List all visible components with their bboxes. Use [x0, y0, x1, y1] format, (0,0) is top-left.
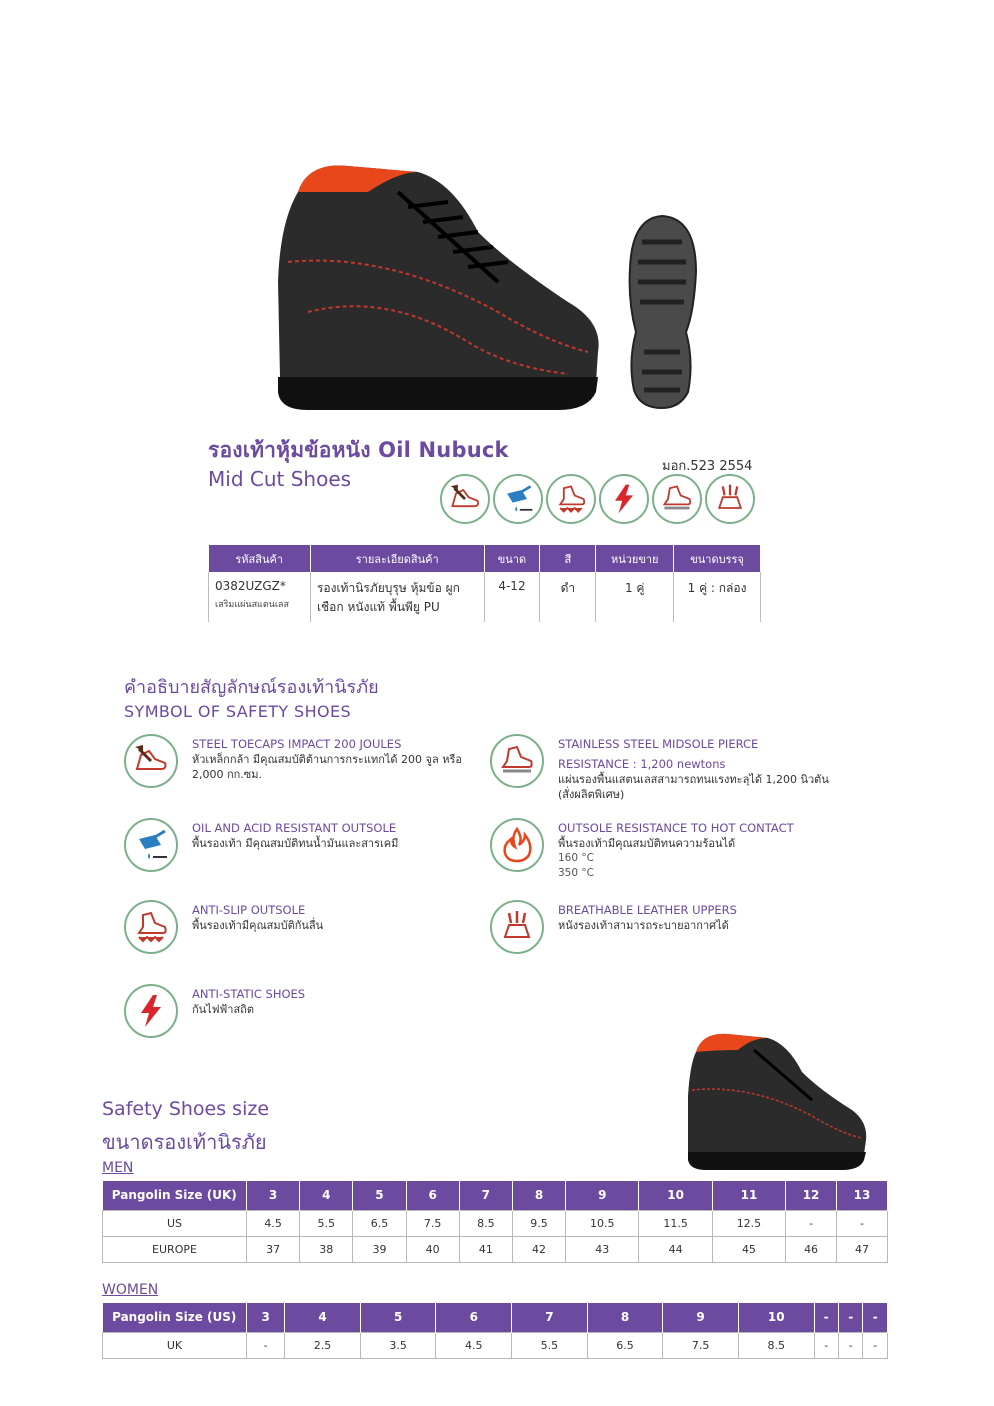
size-col: 3 [247, 1303, 285, 1332]
size-cell: - [838, 1332, 862, 1358]
men-label: MEN [102, 1160, 134, 1176]
symbol-description: พื้นรองเท้ามีคุณสมบัติกันลื่น [192, 919, 324, 932]
size-cell: - [814, 1332, 838, 1358]
size-cell: - [863, 1332, 888, 1358]
size-col: 10 [738, 1303, 814, 1332]
cell-color: ดำ [540, 572, 596, 622]
size-cell: 7.5 [406, 1210, 459, 1236]
size-col: 7 [459, 1181, 512, 1210]
symbol-title: STAINLESS STEEL MIDSOLE PIERCE [558, 737, 759, 751]
product-spec-table [208, 545, 761, 622]
symbol-item [490, 900, 850, 954]
size-cell: 43 [566, 1236, 639, 1262]
size-col: 7 [512, 1303, 588, 1332]
symbol-section-title-english: SYMBOL OF SAFETY SHOES [124, 702, 352, 721]
size-cell: 9.5 [512, 1210, 565, 1236]
women-size-table [102, 1303, 888, 1359]
size-cell: 8.5 [738, 1332, 814, 1358]
symbol-item [124, 734, 484, 788]
row-label: EUROPE [103, 1236, 247, 1262]
midsole-icon [490, 734, 544, 788]
size-cell: 3.5 [360, 1332, 436, 1358]
midsole-icon [652, 474, 702, 524]
symbol-item [490, 818, 850, 881]
size-cell: 45 [712, 1236, 785, 1262]
cell-pack: 1 คู่ : กล่อง [674, 572, 761, 622]
size-cell: - [786, 1210, 837, 1236]
size-cell: 4.5 [436, 1332, 512, 1358]
symbol-description: กันไฟฟ้าสถิต [192, 1003, 254, 1016]
row-label: UK [103, 1332, 247, 1358]
size-cell: 10.5 [566, 1210, 639, 1236]
steel-toe-icon [440, 474, 490, 524]
product-code-note: เสริมแผ่นสแตนเลส [215, 600, 289, 610]
symbol-description: หนังรองเท้าสามารถระบายอากาศได้ [558, 919, 729, 932]
symbol-title: OUTSOLE RESISTANCE TO HOT CONTACT [558, 821, 794, 835]
size-cell: 37 [247, 1236, 300, 1262]
product-code: 0382UZGZ* [215, 579, 286, 593]
size-cell: 7.5 [663, 1332, 739, 1358]
size-cell: 6.5 [587, 1332, 663, 1358]
boot-side-image [682, 1024, 870, 1172]
symbol-description: พื้นรองเท้า มีคุณสมบัติทนน้ำมันและสารเคมี [192, 837, 399, 850]
boot-product-image [268, 152, 604, 414]
product-title-english: Mid Cut Shoes [208, 467, 352, 491]
cell-description: รองเท้านิรภัยบุรุษ หุ้มข้อ ผูกเชือก หนังแท้ พื้นพียู PU [310, 572, 484, 622]
size-cell: 47 [837, 1236, 888, 1262]
size-col: 8 [512, 1181, 565, 1210]
breathable-icon [705, 474, 755, 524]
symbol-title: ANTI-STATIC SHOES [192, 987, 306, 1001]
size-cell: - [247, 1332, 285, 1358]
size-cell: 12.5 [712, 1210, 785, 1236]
anti-slip-icon [546, 474, 596, 524]
feature-icon-row [440, 474, 755, 524]
men-header-label: Pangolin Size (UK) [103, 1181, 247, 1210]
table-row [103, 1210, 888, 1236]
size-cell: - [837, 1210, 888, 1236]
size-col: - [863, 1303, 888, 1332]
symbol-description: พื้นรองเท้ามีคุณสมบัติทนความร้อนได้ [558, 837, 736, 850]
symbol-title: OIL AND ACID RESISTANT OUTSOLE [192, 821, 397, 835]
size-cell: 46 [786, 1236, 837, 1262]
col-header-size: ขนาด [484, 545, 540, 572]
women-header-row [103, 1303, 888, 1332]
symbol-title-line2: RESISTANCE : 1,200 newtons [558, 757, 726, 771]
size-cell: 8.5 [459, 1210, 512, 1236]
symbol-item [124, 984, 484, 1038]
women-label: WOMEN [102, 1282, 159, 1298]
symbol-section-title-thai: คำอธิบายสัญลักษณ์รองเท้านิรภัย [124, 677, 379, 698]
symbol-description: หัวเหล็กกล้า มีคุณสมบัติต้านการกระแทกได้ 200 จูล หรือ 2,000 กก.ซม. [192, 753, 462, 781]
size-cell: 41 [459, 1236, 512, 1262]
size-cell: 38 [300, 1236, 353, 1262]
size-cell: 42 [512, 1236, 565, 1262]
symbol-title: BREATHABLE LEATHER UPPERS [558, 903, 737, 917]
oil-resistant-icon [124, 818, 178, 872]
size-col: 13 [837, 1181, 888, 1210]
size-col: 6 [436, 1303, 512, 1332]
oil-resistant-icon [493, 474, 543, 524]
size-col: 8 [587, 1303, 663, 1332]
product-title-thai: รองเท้าหุ้มข้อหนัง Oil Nubuck [208, 438, 509, 462]
symbol-item [124, 818, 484, 872]
size-cell: 11.5 [639, 1210, 712, 1236]
row-label: US [103, 1210, 247, 1236]
col-header-description: รายละเอียดสินค้า [310, 545, 484, 572]
size-cell: 6.5 [353, 1210, 406, 1236]
standard-code: มอก.523 2554 [662, 459, 753, 474]
symbol-item [490, 734, 850, 802]
cell-code [209, 572, 311, 622]
size-col: 5 [360, 1303, 436, 1332]
size-cell: 4.5 [247, 1210, 300, 1236]
size-col: - [838, 1303, 862, 1332]
temperature-value: 160 °C [558, 852, 594, 864]
size-col: 9 [566, 1181, 639, 1210]
table-row [103, 1332, 888, 1358]
size-col: 3 [247, 1181, 300, 1210]
size-col: 6 [406, 1181, 459, 1210]
symbol-title: ANTI-SLIP OUTSOLE [192, 903, 306, 917]
size-section-title-thai: ขนาดรองเท้านิรภัย [102, 1130, 267, 1154]
table-row [209, 572, 761, 622]
size-col: 11 [712, 1181, 785, 1210]
anti-static-icon [599, 474, 649, 524]
size-cell: 44 [639, 1236, 712, 1262]
size-col: - [814, 1303, 838, 1332]
symbol-description: แผ่นรองพื้นแสตนเลสสามารถทนแรงทะลุได้ 1,200 นิวตัน (สั่งผลิตพิเศษ) [558, 773, 829, 801]
size-col: 4 [285, 1303, 361, 1332]
size-cell: 2.5 [285, 1332, 361, 1358]
outsole-image [624, 212, 700, 410]
size-cell: 40 [406, 1236, 459, 1262]
size-cell: 5.5 [512, 1332, 588, 1358]
col-header-unit: หน่วยขาย [596, 545, 674, 572]
temperature-value: 350 °C [558, 867, 594, 879]
size-col: 5 [353, 1181, 406, 1210]
flame-icon [490, 818, 544, 872]
size-col: 4 [300, 1181, 353, 1210]
size-col: 12 [786, 1181, 837, 1210]
size-section-title-english: Safety Shoes size [102, 1098, 270, 1120]
men-header-row [103, 1181, 888, 1210]
men-size-table [102, 1181, 888, 1263]
anti-slip-icon [124, 900, 178, 954]
size-col: 9 [663, 1303, 739, 1332]
col-header-pack: ขนาดบรรจุ [674, 545, 761, 572]
table-row [103, 1236, 888, 1262]
col-header-color: สี [540, 545, 596, 572]
size-col: 10 [639, 1181, 712, 1210]
women-header-label: Pangolin Size (US) [103, 1303, 247, 1332]
symbol-item [124, 900, 484, 954]
steel-toe-icon [124, 734, 178, 788]
cell-size: 4-12 [484, 572, 540, 622]
size-cell: 5.5 [300, 1210, 353, 1236]
symbol-title: STEEL TOECAPS IMPACT 200 JOULES [192, 737, 402, 751]
anti-static-icon [124, 984, 178, 1038]
breathable-icon [490, 900, 544, 954]
cell-unit: 1 คู่ [596, 572, 674, 622]
col-header-code: รหัสสินค้า [209, 545, 311, 572]
size-cell: 39 [353, 1236, 406, 1262]
